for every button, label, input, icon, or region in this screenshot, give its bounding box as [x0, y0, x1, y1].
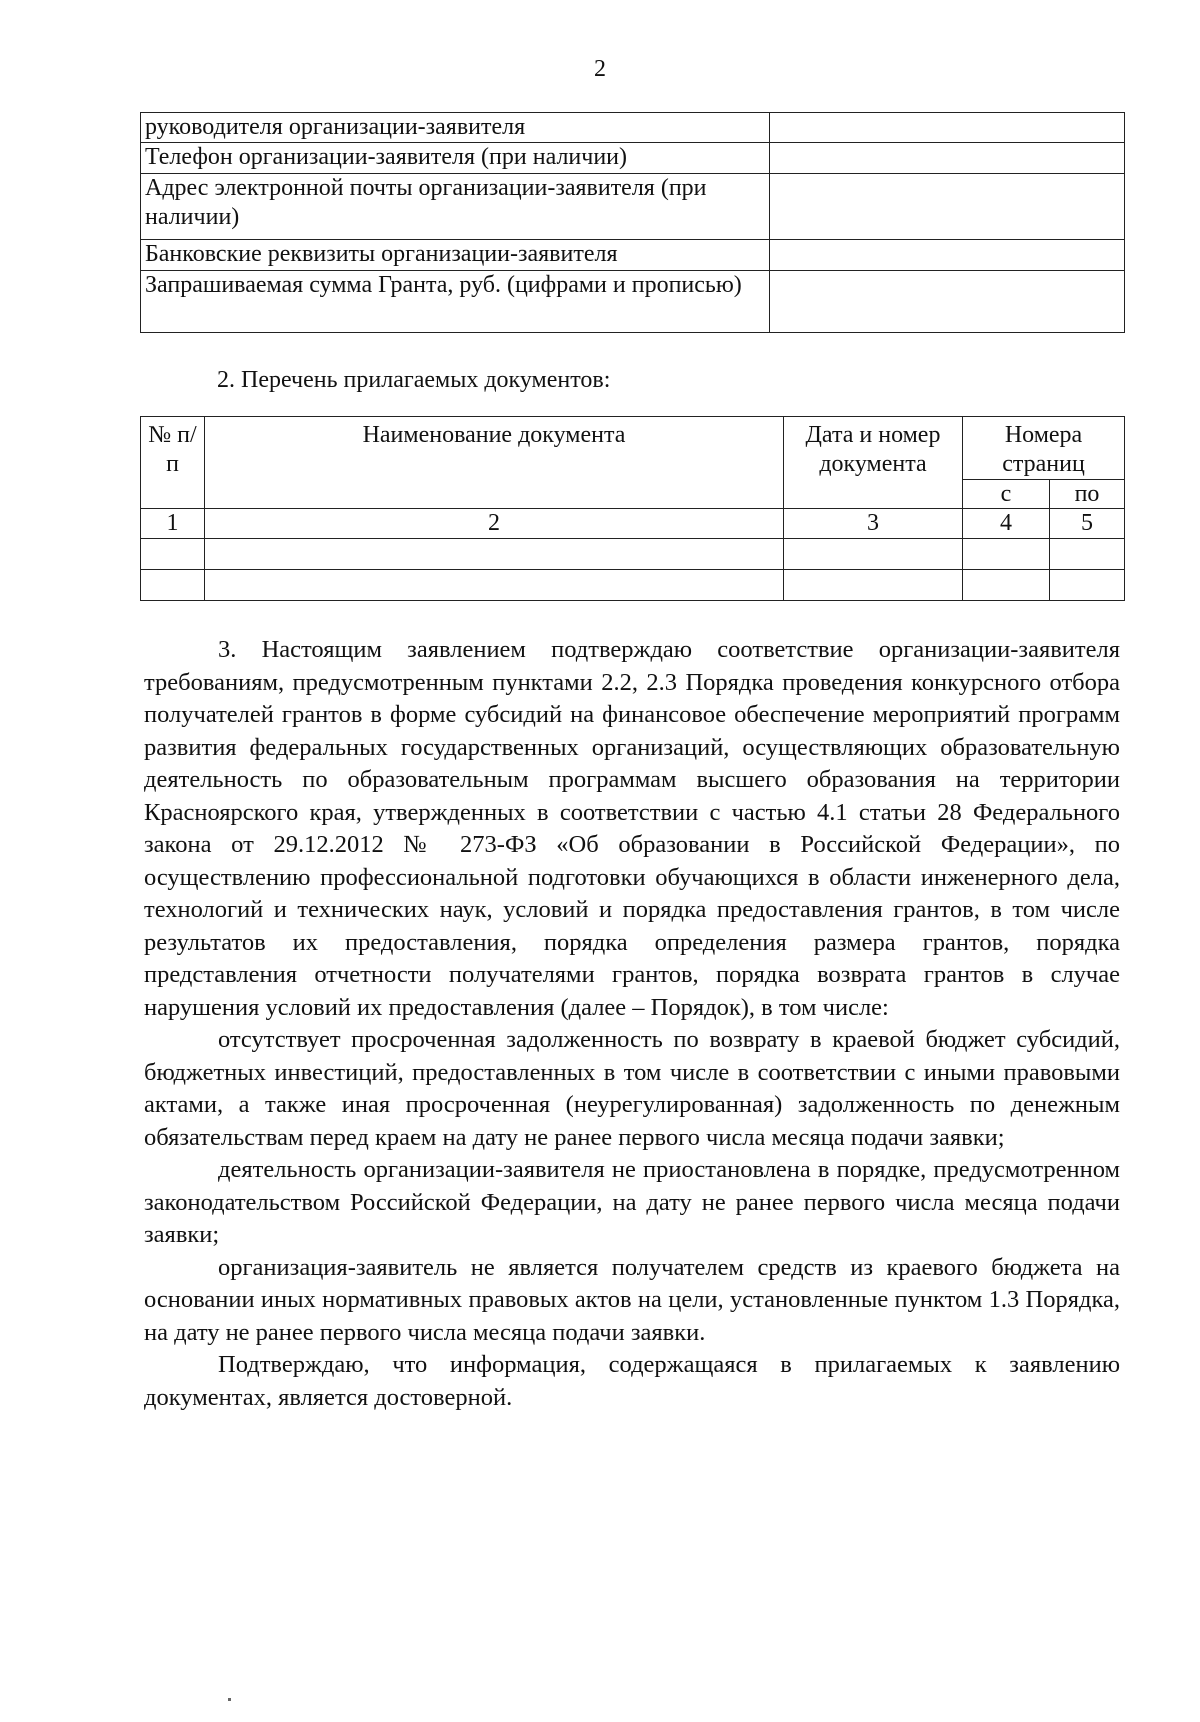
col-number-5: 5 — [1050, 509, 1125, 539]
info-value-email — [770, 174, 1125, 240]
table-cell — [141, 539, 205, 570]
table-cell — [784, 570, 963, 601]
table-cell — [141, 570, 205, 601]
col-number-2: 2 — [205, 509, 784, 539]
table-cell — [1050, 539, 1125, 570]
paragraph-not-suspended: деятельность организации-заявителя не приостановлена в порядке, предусмотренном законодательством Российской Федерации, на дату не ранее первого числа месяца подачи заявки; — [144, 1156, 1120, 1248]
table-cell — [205, 570, 784, 601]
info-label-bank: Банковские реквизиты организации-заявителя — [141, 240, 770, 271]
table-row — [141, 113, 1125, 143]
table-row — [141, 539, 1125, 570]
paragraph-no-debt: отсутствует просроченная задолженность по возврату в краевой бюджет субсидий, бюджетных инвестиций, предоставленных в том числе в соответствии с иными правовыми актами, а также иная просроченная (неурегулированная) задолженность по денежным обязательствам перед краем на дату не ранее первого числа месяца подачи заявки; — [144, 1026, 1120, 1151]
info-label-phone: Телефон организации-заявителя (при наличии) — [141, 143, 770, 174]
applicant-info-table — [140, 112, 1125, 333]
col-number-1: 1 — [141, 509, 205, 539]
table-row — [141, 240, 1125, 271]
page-number: 2 — [594, 56, 606, 82]
info-value-phone — [770, 143, 1125, 174]
section-3-body — [144, 634, 1120, 1414]
table-header-row — [141, 417, 1125, 480]
table-row — [141, 143, 1125, 174]
table-row — [141, 174, 1125, 240]
info-value-bank — [770, 240, 1125, 271]
col-number-4: 4 — [963, 509, 1050, 539]
paragraph-not-recipient: организация-заявитель не является получателем средств из краевого бюджета на основании иных нормативных правовых актов на цели, установленные пунктом 1.3 Порядка, на дату не ранее первого числа месяца подачи заявки. — [144, 1253, 1120, 1346]
header-pages-from: с — [963, 479, 1050, 509]
table-row — [141, 509, 1125, 539]
table-cell — [963, 570, 1050, 601]
info-label-head: руководителя организации-заявителя — [141, 113, 770, 143]
section-2-title: 2. Перечень прилагаемых документов: — [217, 367, 611, 393]
header-pages: Номера страниц — [963, 417, 1125, 480]
header-name: Наименование документа — [205, 417, 784, 509]
info-label-email: Адрес электронной почты организации-заявителя (при наличии) — [141, 174, 770, 240]
table-row — [141, 570, 1125, 601]
info-value-amount — [770, 271, 1125, 333]
paragraph-confirmation: Подтверждаю, что информация, содержащаяся в прилагаемых к заявлению документах, является достоверной. — [144, 1351, 1120, 1411]
paragraph-compliance: 3. Настоящим заявлением подтверждаю соответствие организации-заявителя требованиям, предусмотренным пунктами 2.2, 2.3 Порядка проведения конкурсного отбора получателей грантов в форме субсидий на финансовое обеспечение мероприятий программ развития федеральных государственных организаций, осуществляющих образовательную деятельность по образовательным программам высшего образования на территории Красноярского края, утвержденных в соответствии с частью 4.1 статьи 28 Федерального закона от 29.12.2012 № 273-ФЗ «Об образовании в Российской Федерации», по осуществлению профессиональной подготовки обучающихся в области инженерного дела, технологий и технических наук, условий и порядка предоставления грантов, в том числе результатов их предоставления, порядка определения размера грантов, порядка представления отчетности получателями грантов, порядка возврата грантов в случае нарушения условий их предоставления (далее – Порядок), в том числе: — [144, 636, 1120, 1021]
header-date: Дата и номер документа — [784, 417, 963, 509]
info-value-head — [770, 113, 1125, 143]
col-number-3: 3 — [784, 509, 963, 539]
documents-table — [140, 416, 1125, 601]
table-row — [141, 271, 1125, 333]
table-cell — [205, 539, 784, 570]
table-cell — [1050, 570, 1125, 601]
table-cell — [963, 539, 1050, 570]
header-pages-to: по — [1050, 479, 1125, 509]
header-num: № п/п — [141, 417, 205, 509]
info-label-amount: Запрашиваемая сумма Гранта, руб. (цифрами и прописью) — [141, 271, 770, 333]
table-cell — [784, 539, 963, 570]
scan-speck — [228, 1698, 231, 1701]
